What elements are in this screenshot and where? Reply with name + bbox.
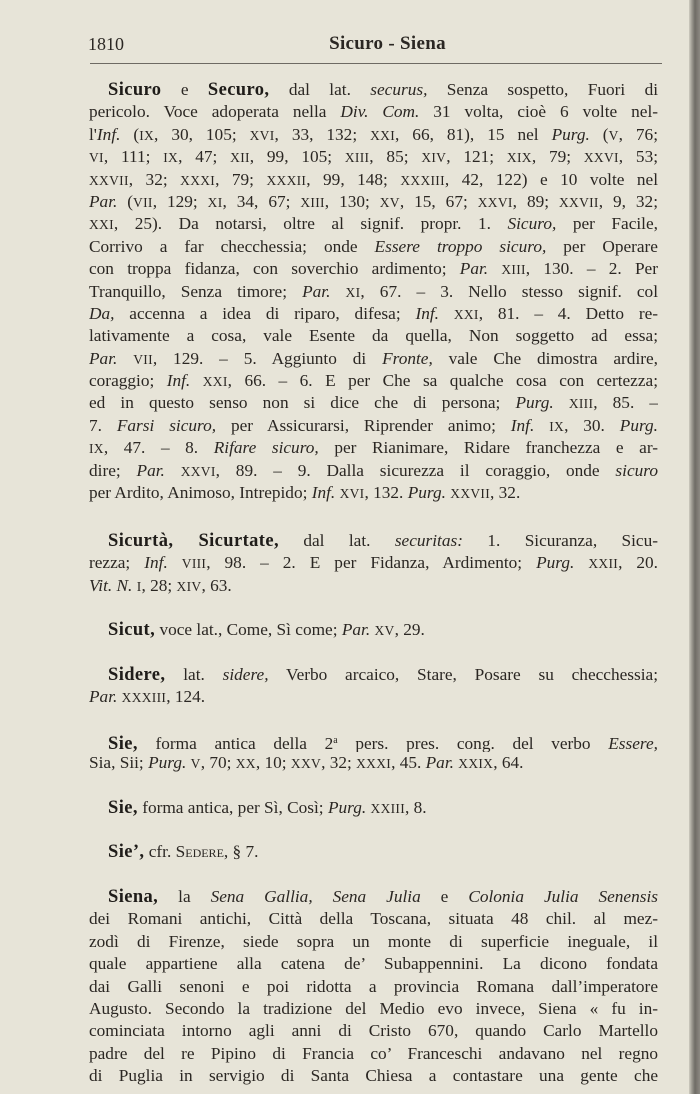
roman-numeral: XXVI <box>180 463 216 479</box>
roman-numeral: XXI <box>370 127 396 143</box>
italic-text: Purg. <box>148 753 187 773</box>
roman-numeral: XIV <box>176 578 202 594</box>
text-run: , 99, 148; <box>306 169 401 189</box>
text-line <box>89 146 658 168</box>
text-run: per Operare <box>546 236 658 256</box>
text-run: , 32; <box>321 753 357 773</box>
running-title: Sicuro - Siena <box>329 33 446 54</box>
roman-numeral: XXIII <box>370 801 406 816</box>
text-run: , 111; <box>103 147 164 167</box>
roman-numeral: XXIX <box>458 756 494 772</box>
text-run: padre del re Pipino di Francia co’ Franceschi andavano nel regno <box>89 1043 658 1063</box>
roman-numeral: XII <box>230 150 250 166</box>
text-run: , 64. <box>493 753 524 773</box>
text-run: 7. <box>89 415 117 435</box>
text-run: per Assicurarsi, Riprender animo; <box>216 415 511 435</box>
text-run: , 10; <box>255 753 291 773</box>
italic-text: Par. <box>459 259 489 279</box>
text-line <box>89 236 658 258</box>
roman-numeral: XVI <box>339 486 365 502</box>
roman-numeral: VI <box>89 150 104 166</box>
text-run: , 53; <box>618 147 658 167</box>
text-run: a <box>333 735 338 746</box>
text-run: dai Galli senoni e poi ridotta a provincia Romana dall’imperatore <box>89 976 658 996</box>
text-run: 1. Sicuranza, Sicu- <box>462 531 658 550</box>
italic-text: Da, <box>89 303 115 323</box>
text-run: , 30. <box>564 415 620 435</box>
text-line <box>89 392 658 414</box>
header-rule <box>90 63 662 64</box>
text-line <box>89 575 658 597</box>
italic-text: securitas: <box>394 531 463 550</box>
text-line <box>89 281 658 303</box>
text-line <box>89 258 658 280</box>
text-run: forma antica, per Sì, Così; <box>137 798 328 817</box>
text-run: zodì di Firenze, siede sopra un monte di superficie ineguale, il <box>89 931 658 951</box>
entry-sicuro <box>89 79 658 504</box>
text-run: per Ardito, Animoso, Intrepido; <box>89 483 312 503</box>
text-run: Sedere <box>175 842 224 861</box>
roman-numeral: XV <box>379 194 400 210</box>
text-run: , 67. – 3. Nello stesso signif. col <box>360 281 658 301</box>
text-run: l' <box>89 124 97 144</box>
text-run <box>165 461 181 480</box>
italic-text: Div. Com. <box>340 102 420 122</box>
text-run: , 81. – 4. Detto re- <box>478 303 658 323</box>
text-run: , 130. – 2. Per <box>525 259 658 279</box>
italic-text: Purg. <box>327 798 367 817</box>
text-run: dei Romani antichi, Città della Toscana, situata 48 chil. al mez- <box>89 909 658 929</box>
text-run: Tranquillo, Senza timore; <box>89 281 303 301</box>
italic-text: Essere, <box>608 734 658 753</box>
text-line <box>89 415 658 437</box>
text-run: , 42, 122) e 10 volte nel <box>444 169 658 189</box>
roman-numeral: VIII <box>181 556 207 572</box>
text-run <box>439 304 454 323</box>
text-line <box>89 124 658 146</box>
text-line <box>89 931 658 953</box>
text-run: di Puglia in servigio di Santa Chiesa a contastare una gente che <box>89 1066 658 1086</box>
text-run: , 129; <box>152 191 208 211</box>
text-run: , 8. <box>405 798 427 817</box>
italic-text: Par. <box>302 281 331 301</box>
text-run: pericolo. Voce adoperata nella <box>89 102 341 122</box>
text-line <box>89 953 658 975</box>
text-run: ed in questo senso non si dice che di persona; <box>89 393 516 413</box>
page-binding-edge <box>689 0 700 1094</box>
text-line <box>89 976 658 998</box>
roman-numeral: XIV <box>421 150 447 166</box>
text-line <box>89 908 658 930</box>
text-run: con troppa fidanza, con soverchio ardimento; <box>89 259 460 279</box>
entry-siena <box>89 886 658 1088</box>
text-line <box>89 752 658 774</box>
roman-numeral: IX <box>139 127 155 143</box>
text-run: lativamente a cosa, vale Esente da quella, Non soggetto ad essa; <box>89 326 658 346</box>
text-run <box>488 259 501 278</box>
text-run: forma antica della 2 <box>137 734 334 753</box>
italic-text: Par. <box>89 191 118 211</box>
text-run: ( <box>117 191 134 211</box>
text-run: , 32; <box>128 169 181 189</box>
headword: Sicuro <box>108 80 162 100</box>
text-run: e <box>420 887 469 906</box>
roman-numeral: XI <box>345 284 361 300</box>
italic-text: Vit. N. <box>89 575 133 595</box>
roman-numeral: IX <box>549 418 565 434</box>
text-run: , 30, 105; <box>154 124 250 144</box>
headword: Sie’, <box>108 842 145 862</box>
roman-numeral: XXXI <box>180 172 216 188</box>
text-run: coraggio; <box>89 371 167 391</box>
roman-numeral: XXVI <box>583 150 619 166</box>
text-run: , 129. – 5. Aggiunto di <box>152 348 383 368</box>
roman-numeral: IX <box>163 150 179 166</box>
entry-sidere <box>89 664 658 709</box>
text-run: , 76; <box>618 124 658 144</box>
headword: Sidere, <box>108 665 166 685</box>
roman-numeral: XXVI <box>477 194 513 210</box>
text-line <box>89 797 658 819</box>
italic-text: Par. <box>425 753 454 773</box>
text-run: , 66, 81), 15 nel <box>395 124 552 144</box>
roman-numeral: XXVII <box>558 194 599 210</box>
text-run: , 45. <box>391 753 426 773</box>
entry-sie-sedere <box>89 841 658 863</box>
headword: Sicurtà, Sicurtate, <box>108 531 279 551</box>
text-line <box>89 1043 658 1065</box>
text-run: , 79; <box>215 169 267 189</box>
roman-numeral: XI <box>207 194 223 210</box>
text-run: , 20. <box>618 553 658 573</box>
text-run: vale Che dimostra ardire, <box>432 348 658 368</box>
roman-numeral: XIX <box>506 150 532 166</box>
text-run: , 124. <box>166 687 206 707</box>
text-line <box>89 998 658 1020</box>
text-line <box>89 79 658 101</box>
text-line <box>89 191 658 213</box>
italic-text: Purg. <box>619 415 658 435</box>
text-run: , 66. – 6. E per Che sa qualche cosa con certezza; <box>227 371 658 391</box>
headword: Siena, <box>108 887 159 907</box>
roman-numeral: XXVII <box>89 172 129 188</box>
text-run <box>330 282 345 301</box>
text-run: , 47; <box>178 147 231 167</box>
text-line <box>89 348 658 370</box>
roman-numeral: V <box>608 127 619 143</box>
text-run: , 98. – 2. E per Fidanza, Ardimento; <box>206 553 537 573</box>
entry-sie-essere <box>89 730 658 775</box>
text-run: voce lat., Come, Sì come; <box>155 620 342 639</box>
text-run <box>554 393 569 412</box>
text-run: , 29. <box>394 620 425 639</box>
text-run <box>117 349 133 368</box>
italic-text: Inf. <box>96 124 121 144</box>
italic-text: Purg. <box>407 483 446 503</box>
text-run: pers. pres. cong. del verbo <box>337 734 609 753</box>
roman-numeral: XXVII <box>450 486 491 502</box>
italic-text: Purg. <box>551 124 590 144</box>
text-line <box>89 1020 658 1042</box>
text-run: e <box>161 80 208 99</box>
text-line <box>89 370 658 392</box>
italic-text: Inf. <box>166 371 191 391</box>
text-line <box>89 530 658 552</box>
text-run: , 70; <box>200 753 236 773</box>
text-run: , 130; <box>324 191 380 211</box>
text-run: , 85; <box>369 147 422 167</box>
roman-numeral: XV <box>374 623 395 638</box>
text-run: , 121; <box>446 147 507 167</box>
text-line <box>89 325 658 347</box>
roman-numeral: XX <box>235 756 256 772</box>
italic-text: Inf. <box>144 553 168 573</box>
text-run: Sia, Sii; <box>89 753 149 773</box>
italic-text: Sicuro, <box>507 214 557 234</box>
text-run <box>574 553 588 572</box>
text-run: , 63. <box>201 575 232 595</box>
roman-numeral: XIII <box>300 194 325 210</box>
italic-text: Par. <box>136 460 165 480</box>
roman-numeral: XIII <box>501 262 526 278</box>
roman-numeral: XXI <box>202 374 228 390</box>
text-run: cominciata intorno agli anni di Cristo 670, quando Carlo Martello <box>89 1021 658 1041</box>
roman-numeral: XXXIII <box>121 690 167 706</box>
text-run: , 32. <box>490 483 521 503</box>
italic-text: Farsi sicuro, <box>116 415 217 435</box>
roman-numeral: XXXII <box>266 172 307 188</box>
roman-numeral: I <box>136 578 142 594</box>
italic-text: Par. <box>89 687 118 707</box>
text-line <box>89 552 658 574</box>
italic-text: Sena Gallia, Sena Julia <box>210 887 421 906</box>
italic-text: Inf. <box>415 303 439 323</box>
text-line <box>89 169 658 191</box>
text-run: Senza sospetto, Fuori di <box>427 80 658 99</box>
text-run: , 15, 67; <box>399 191 478 211</box>
text-run: , 9, 32; <box>598 191 658 211</box>
text-run: lat. <box>165 665 223 684</box>
roman-numeral: XIII <box>344 150 370 166</box>
text-run: , 34, 67; <box>222 191 301 211</box>
entry-sicut <box>89 619 658 641</box>
headword: Securo, <box>207 80 270 100</box>
entry-sicurta <box>89 530 658 597</box>
roman-numeral: XVI <box>249 127 275 143</box>
text-run: , § 7. <box>223 842 259 861</box>
text-line <box>89 482 658 504</box>
headword: Sie, <box>108 734 138 753</box>
text-line <box>89 619 658 641</box>
text-line <box>89 437 658 459</box>
text-run: Corrivo a far checchessia; onde <box>89 236 375 256</box>
italic-text: Fronte, <box>382 348 433 368</box>
text-run: , 33, 132; <box>274 124 371 144</box>
roman-numeral: V <box>190 756 201 772</box>
italic-text: Par. <box>89 348 118 368</box>
italic-text: Rifare sicuro, <box>213 438 319 458</box>
text-run: per Rianimare, Ridare franchezza e ar- <box>318 438 658 458</box>
italic-text: Purg. <box>536 553 575 573</box>
italic-text: Inf. <box>510 415 535 435</box>
text-run: ( <box>589 124 609 144</box>
text-line <box>89 1065 658 1087</box>
text-line <box>89 730 658 752</box>
italic-text: sidere, <box>222 665 269 684</box>
italic-text: Inf. <box>311 483 336 503</box>
text-line <box>89 213 658 235</box>
italic-text: Essere troppo sicuro, <box>374 236 547 256</box>
roman-numeral: VII <box>133 194 153 210</box>
text-line <box>89 664 658 686</box>
text-run: , 132. <box>364 483 408 503</box>
text-line <box>89 886 658 908</box>
text-run: dal lat. <box>279 531 395 550</box>
italic-text: sicuro <box>615 460 658 480</box>
text-run: , 25). Da notarsi, oltre al signif. propr. 1. <box>113 214 508 234</box>
text-run: dire; <box>89 460 137 480</box>
text-run: ( <box>120 124 140 144</box>
roman-numeral: XXXI <box>356 756 392 772</box>
text-run: , 85. – <box>593 393 658 413</box>
text-run <box>190 371 202 390</box>
text-line <box>89 303 658 325</box>
text-run: , 47. – 8. <box>103 438 214 458</box>
roman-numeral: XIII <box>568 396 594 412</box>
roman-numeral: XXI <box>453 306 479 322</box>
roman-numeral: XXXIII <box>400 172 445 188</box>
text-run: , 79; <box>531 147 584 167</box>
text-run <box>168 553 182 572</box>
text-run: , 99, 105; <box>249 147 345 167</box>
text-run: accenna a idea di riparo, difesa; <box>114 303 416 323</box>
text-line <box>89 101 658 123</box>
text-run: Verbo arcaico, Stare, Posare su checchessia; <box>268 665 658 684</box>
italic-text: Purg. <box>515 393 554 413</box>
roman-numeral: VII <box>133 351 153 367</box>
italic-text: Colonia Julia Senensis <box>468 887 658 906</box>
roman-numeral: XXII <box>588 556 619 572</box>
text-run: , 28; <box>141 575 177 595</box>
roman-numeral: IX <box>89 441 104 457</box>
text-line <box>89 460 658 482</box>
text-line <box>89 841 658 863</box>
text-run: cfr. <box>144 842 176 861</box>
text-run: dal lat. <box>269 80 371 99</box>
text-line <box>89 686 658 708</box>
page-number: 1810 <box>88 34 124 54</box>
entry-sie-cosi <box>89 797 658 819</box>
text-run: per Facile, <box>556 214 658 234</box>
text-run: Augusto. Secondo la tradizione del Medio evo invece, Siena « fu in- <box>89 998 658 1018</box>
text-run <box>534 416 549 435</box>
roman-numeral: XXI <box>89 217 114 233</box>
text-run: , 89; <box>512 191 559 211</box>
text-run: quale appartiene alla catena de’ Subappennini. La dicono fondata <box>89 954 658 974</box>
headword: Sie, <box>108 798 138 818</box>
headword: Sicut, <box>108 620 156 640</box>
text-run: rezza; <box>89 553 145 573</box>
text-run: la <box>158 887 211 906</box>
italic-text: Par. <box>341 620 371 639</box>
italic-text: securus, <box>370 80 428 99</box>
text-run: 31 volta, cioè 6 volte nel- <box>419 102 658 122</box>
text-run: , 89. – 9. Dalla sicurezza il coraggio, onde <box>215 460 616 480</box>
roman-numeral: XXV <box>290 756 322 772</box>
